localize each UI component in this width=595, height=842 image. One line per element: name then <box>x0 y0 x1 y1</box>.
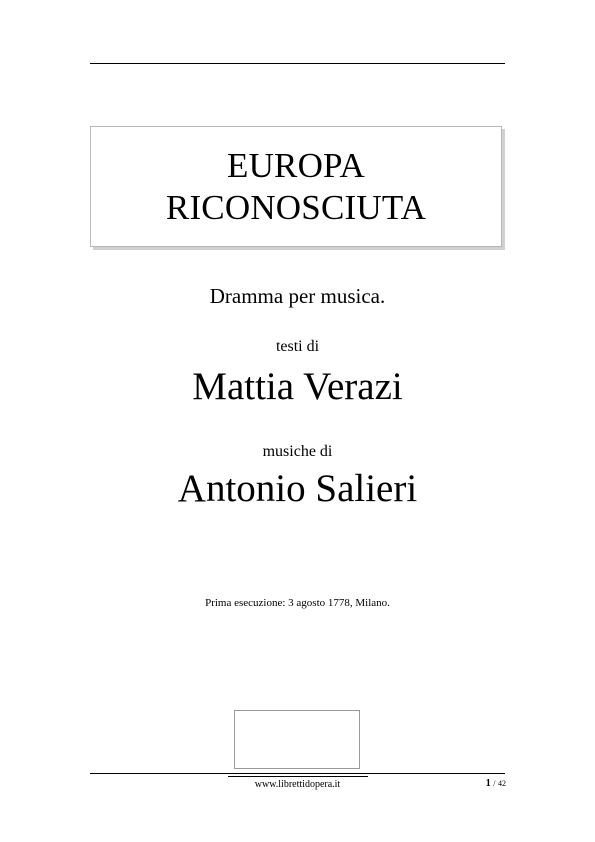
composer-name: Antonio Salieri <box>177 467 418 510</box>
subtitle: Dramma per musica. <box>209 284 386 308</box>
footer-short-rule <box>228 776 368 777</box>
title-line-1: EUROPA <box>226 145 365 185</box>
page-current: 1 <box>485 778 491 789</box>
header-rule <box>90 63 505 64</box>
footer-url-link[interactable]: www.librettidopera.it <box>254 779 341 790</box>
page-separator: / <box>493 779 496 788</box>
music-by-label: musiche di <box>262 443 333 460</box>
footer-rule <box>90 773 505 774</box>
title-line-2: RICONOSCIUTA <box>165 187 427 227</box>
librettist-name: Mattia Verazi <box>192 365 403 408</box>
page-total: 42 <box>498 779 506 788</box>
logo-placeholder <box>234 710 360 769</box>
premiere-info: Prima esecuzione: 3 agosto 1778, Milano. <box>205 597 390 609</box>
text-by-label: testi di <box>275 338 320 355</box>
page-number <box>486 778 506 789</box>
title-box <box>90 126 502 247</box>
